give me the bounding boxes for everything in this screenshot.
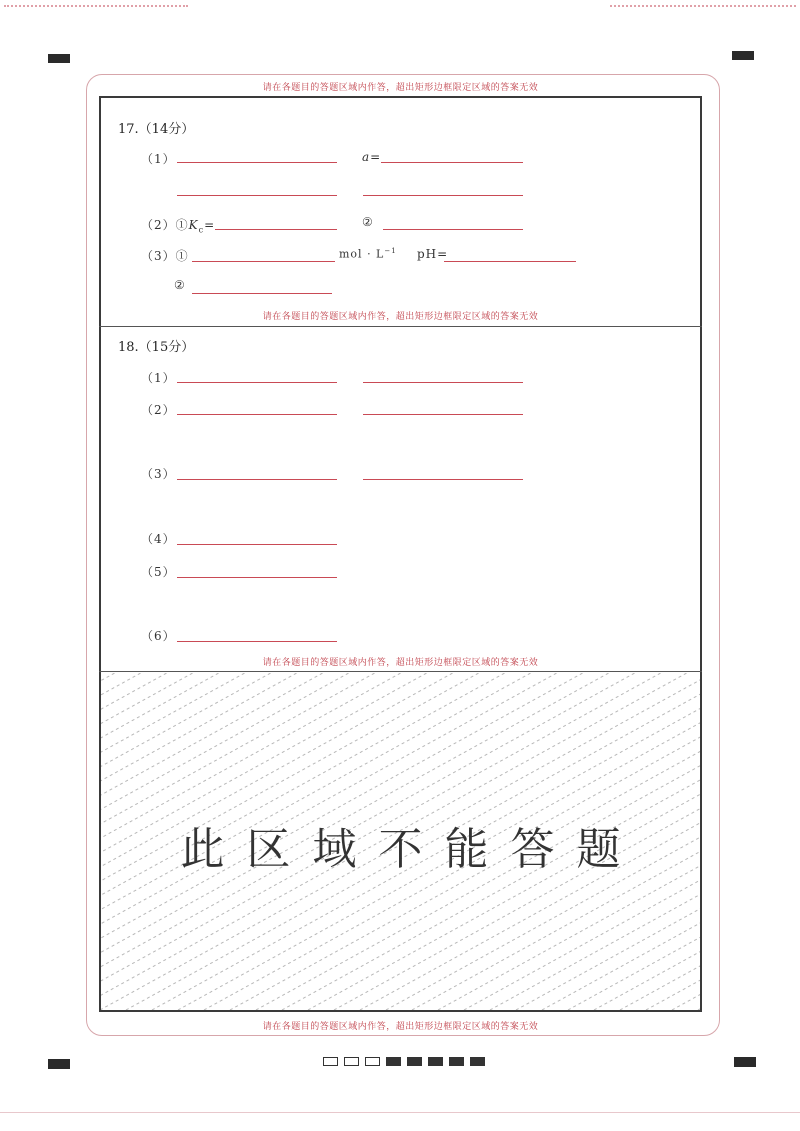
q17-part2-label	[141, 216, 215, 234]
notice-top: 请在各题目的答题区域内作答，超出矩形边框限定区域的答案无效	[262, 83, 539, 93]
q17-part3-answer-line-1[interactable]	[192, 261, 335, 262]
question-18-title: 18.（15分）	[118, 340, 195, 355]
q17-kc-eq: =	[204, 218, 216, 232]
page-indicator-box-6	[428, 1057, 443, 1066]
question-17-title: 17.（14分）	[118, 122, 195, 137]
registration-mark-bottom-left	[48, 1059, 70, 1069]
q17-part2-circle2: ②	[362, 215, 374, 229]
q18-part5-label: （5）	[141, 565, 176, 579]
notice-q18: 请在各题目的答题区域内作答，超出矩形边框限定区域的答案无效	[262, 658, 539, 668]
registration-mark-bottom-right	[734, 1057, 756, 1067]
q18-part2-answer-line-1[interactable]	[177, 414, 337, 415]
q17-part1-answer-line-b[interactable]	[381, 162, 523, 163]
q17-part1-answer-line-d[interactable]	[363, 195, 523, 196]
q17-part3-ph-label: pH=	[417, 247, 449, 261]
q17-part3b-answer-line[interactable]	[192, 293, 332, 294]
q18-part1-answer-line-2[interactable]	[363, 382, 523, 383]
q18-part6-label: （6）	[141, 629, 176, 643]
q18-part3-label: （3）	[141, 467, 176, 481]
q17-a-var: a=	[362, 150, 382, 164]
section-divider-18-blocked	[99, 671, 702, 672]
page-indicator-box-7	[449, 1057, 464, 1066]
q17-unit-text: mol · L	[339, 247, 385, 261]
q17-part1-a-label	[362, 150, 381, 164]
notice-bottom: 请在各题目的答题区域内作答，超出矩形边框限定区域的答案无效	[262, 1022, 539, 1032]
q18-part1-label: （1）	[141, 371, 176, 385]
q18-part3-answer-line-2[interactable]	[363, 479, 523, 480]
q18-part2-answer-line-2[interactable]	[363, 414, 523, 415]
q17-part3-answer-line-ph[interactable]	[444, 261, 576, 262]
page-indicator-box-2	[344, 1057, 359, 1066]
registration-mark-top-right	[732, 51, 754, 60]
q17-part3b-label: ②	[174, 278, 186, 292]
q17-unit-sup: −1	[384, 247, 397, 255]
q18-part4-answer-line[interactable]	[177, 544, 337, 545]
q18-part5-answer-line[interactable]	[177, 577, 337, 578]
section-divider-17-18	[99, 326, 702, 327]
q17-part1-label: （1）	[141, 152, 176, 166]
q17-part3-label: （3）①	[141, 249, 189, 263]
q17-kc: K	[188, 218, 199, 232]
q17-part2-answer-line-2[interactable]	[383, 229, 523, 230]
top-dotted-margin-right	[610, 5, 796, 7]
page-indicator-box-5	[407, 1057, 422, 1066]
no-answer-area	[101, 673, 700, 1010]
page-indicator-box-4	[386, 1057, 401, 1066]
no-answer-warning: 此区域不能答题	[180, 824, 643, 875]
top-dotted-margin-left	[4, 5, 188, 7]
registration-mark-top-left	[48, 54, 70, 63]
bottom-edge-line	[0, 1112, 800, 1113]
q17-part2-answer-line-1[interactable]	[215, 229, 337, 230]
q18-part3-answer-line-1[interactable]	[177, 479, 337, 480]
q17-part1-answer-line-c[interactable]	[177, 195, 337, 196]
q17-part3-unit	[339, 247, 397, 261]
q17-part1-answer-line-a[interactable]	[177, 162, 337, 163]
page-indicator-box-8	[470, 1057, 485, 1066]
q18-part6-answer-line[interactable]	[177, 641, 337, 642]
q17-part2-num: （2）①	[141, 218, 189, 232]
notice-q17: 请在各题目的答题区域内作答，超出矩形边框限定区域的答案无效	[262, 312, 539, 322]
q18-part1-answer-line-1[interactable]	[177, 382, 337, 383]
q18-part2-label: （2）	[141, 403, 176, 417]
page-indicator-box-1	[323, 1057, 338, 1066]
page-indicator-box-3	[365, 1057, 380, 1066]
q18-part4-label: （4）	[141, 532, 176, 546]
q17-kc-sub: c	[198, 225, 205, 235]
